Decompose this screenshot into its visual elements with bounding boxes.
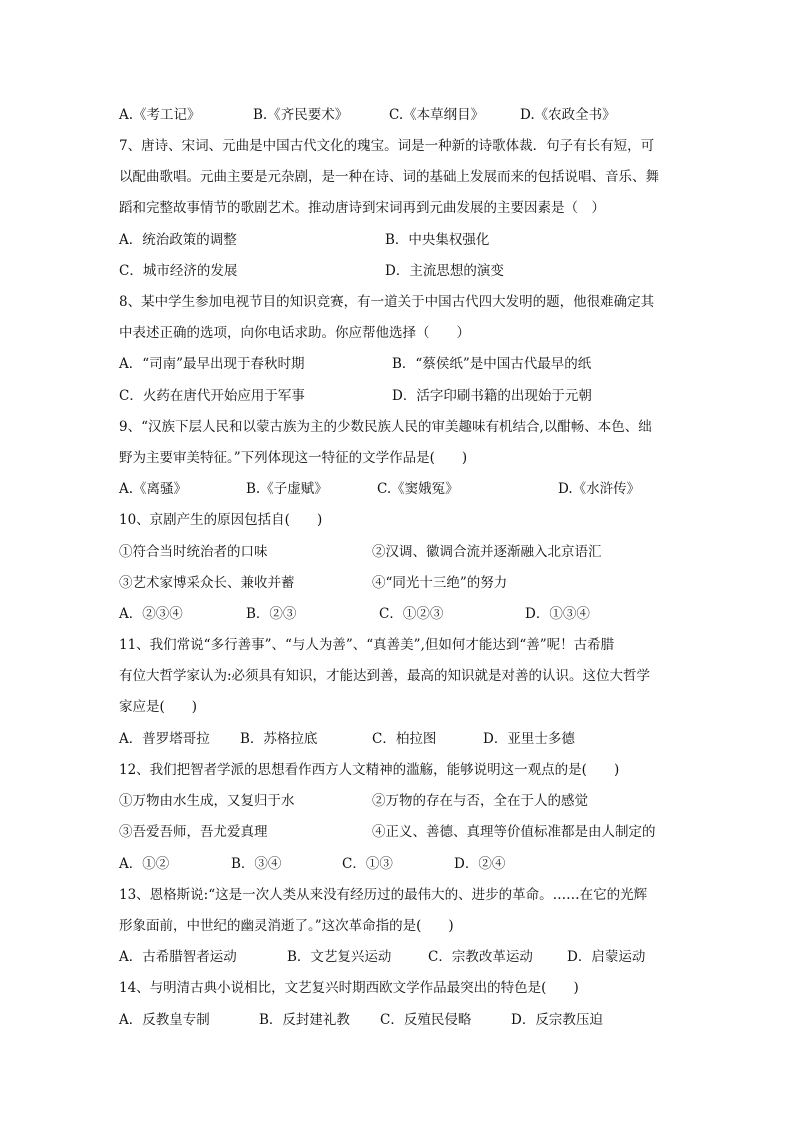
q10-item-4: ④“同光十三绝”的努力	[372, 575, 508, 591]
q10-option-a: A．②③④	[119, 606, 183, 622]
q7-stem-line-1: 7、唐诗、宋词、元曲是中国古代文化的瑰宝。词是一种新的诗歌体裁．句子有长有短，可	[119, 138, 655, 154]
q8-option-d: D．活字印刷书籍的出现始于元朝	[392, 388, 592, 404]
q9-stem-line-2: 野为主要审美特征。”下列体现这一特征的文学作品是( )	[119, 450, 468, 466]
q14-option-c: C．反殖民侵略	[380, 1012, 472, 1028]
q9-option-d: D.《水浒传》	[558, 481, 641, 497]
q8-option-b: B．“蔡侯纸”是中国古代最早的纸	[392, 356, 592, 372]
q12-item-4: ④正义、善德、真理等价值标准都是由人制定的	[372, 824, 656, 840]
q11-option-a: A．普罗塔哥拉	[119, 731, 210, 747]
q13-stem-line-1: 13、恩格斯说:“这是一次人类从来没有经历过的最伟大的、进步的革命。……在它的光辉	[119, 887, 648, 903]
q12-option-d: D．②④	[454, 856, 506, 872]
q13-option-c: C．宗教改革运动	[428, 949, 533, 965]
q12-option-c: C．①③	[342, 856, 393, 872]
q13-stem-line-2: 形象面前，中世纪的幽灵消逝了。”这次革命指的是( )	[119, 918, 454, 934]
q8-option-c: C．火药在唐代开始应用于军事	[119, 388, 305, 404]
q7-option-d: D．主流思想的演变	[385, 263, 504, 279]
q14-stem-line-1: 14、与明清古典小说相比，文艺复兴时期西欧文学作品最突出的特色是( )	[119, 980, 579, 996]
q14-option-a: A．反教皇专制	[119, 1012, 210, 1028]
q12-option-a: A．①②	[119, 856, 170, 872]
q9-option-a: A.《离骚》	[119, 481, 188, 497]
q8-stem-line-1: 8、某中学生参加电视节目的知识竞赛，有一道关于中国古代四大发明的题，他很难确定其	[119, 294, 655, 310]
q11-option-d: D．亚里士多德	[483, 731, 575, 747]
q12-option-b: B．③④	[231, 856, 282, 872]
q10-item-1: ①符合当时统治者的口味	[119, 544, 268, 560]
q7-stem-line-2: 以配曲歌唱。元曲主要是元杂剧，是一种在诗、词的基础上发展而来的包括说唱、音乐、舞	[119, 169, 659, 185]
q11-option-b: B．苏格拉底	[240, 731, 318, 747]
q11-stem-line-1: 11、我们常说“多行善事”、“与人为善”、“真善美”,但如何才能达到“善”呢！古希腊	[119, 637, 615, 653]
q13-option-a: A．古希腊智者运动	[119, 949, 237, 965]
q10-option-b: B．②③	[246, 606, 297, 622]
q13-option-b: B．文艺复兴运动	[287, 949, 392, 965]
q8-option-a: A．“司南”最早出现于春秋时期	[119, 356, 305, 372]
q10-item-2: ②汉调、徽调合流并逐渐融入北京语汇	[372, 544, 602, 560]
q9-option-c: C.《窦娥冤》	[377, 481, 459, 497]
q12-item-3: ③吾爱吾师，吾尤爱真理	[119, 824, 268, 840]
q7-option-a: A．统治政策的调整	[119, 232, 237, 248]
q9-option-b: B.《子虚赋》	[246, 481, 328, 497]
q14-option-b: B．反封建礼教	[259, 1012, 350, 1028]
q9-stem-line-1: 9、“汉族下层人民和以蒙古族为主的少数民族人民的审美趣味有机结合,以酣畅、本色、绌	[119, 419, 652, 435]
q11-option-c: C．柏拉图	[372, 731, 437, 747]
q12-stem-line-1: 12、我们把智者学派的思想看作西方人文精神的滥觞，能够说明这一观点的是( )	[119, 762, 620, 778]
q6-option-c: C.《本草纲目》	[389, 107, 485, 123]
q10-option-d: D．①③④	[525, 606, 590, 622]
q10-item-3: ③艺术家博采众长、兼收并蓄	[119, 575, 295, 591]
q12-item-1: ①万物由水生成，又复归于水	[119, 793, 295, 809]
q10-stem-line-1: 10、京剧产生的原因包括自( )	[119, 512, 323, 528]
q8-stem-line-2: 中表述正确的选项，向你电话求助。你应帮他选择（ ）	[119, 325, 470, 341]
q6-option-b: B.《齐民要术》	[253, 107, 349, 123]
q6-option-a: A.《考工记》	[119, 107, 201, 123]
q7-option-c: C．城市经济的发展	[119, 263, 238, 279]
q7-option-b: B．中央集权强化	[385, 232, 490, 248]
q13-option-d: D．启蒙运动	[567, 949, 646, 965]
q6-option-d: D.《农政全书》	[520, 107, 616, 123]
q14-option-d: D．反宗教压迫	[511, 1012, 603, 1028]
q7-stem-line-3: 蹈和完整故事情节的歌剧艺术。推动唐诗到宋词再到元曲发展的主要因素是（ ）	[119, 200, 605, 216]
q11-stem-line-3: 家应是( )	[119, 699, 198, 715]
q11-stem-line-2: 有位大哲学家认为:必须具有知识，才能达到善，最高的知识就是对善的认识。这位大哲学	[119, 668, 651, 684]
q10-option-c: C．①②③	[379, 606, 444, 622]
q12-item-2: ②万物的存在与否，全在于人的感觉	[372, 793, 588, 809]
